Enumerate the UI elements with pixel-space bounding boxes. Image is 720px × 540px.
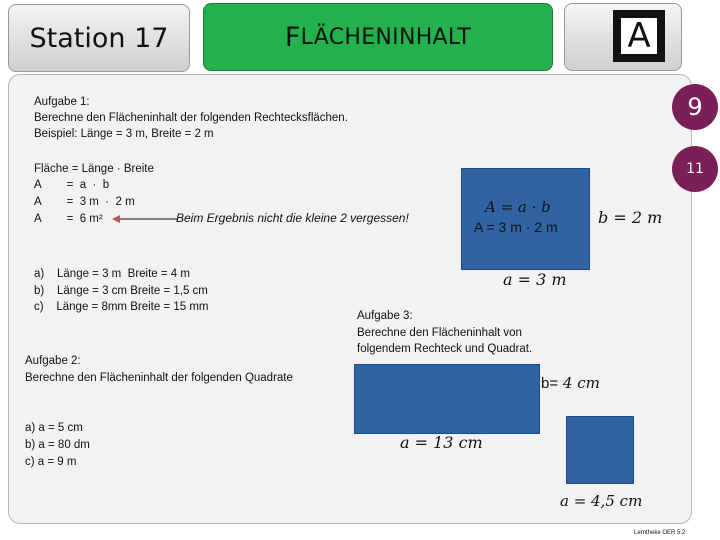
station-text: Station 17: [29, 22, 169, 54]
page-badge-number: 9: [687, 93, 703, 121]
hint-text: Beim Ergebnis nicht die kleine 2 vergessen!: [176, 211, 409, 225]
sub-badge-number: 11: [686, 161, 704, 177]
task3-instruction: folgendem Rechteck und Quadrat.: [357, 343, 533, 355]
level-letter: A: [621, 18, 657, 54]
task3-side-b-label: [541, 374, 600, 392]
title-rest: LÄCHENINHALT: [300, 24, 472, 50]
level-a-icon: [613, 10, 665, 62]
task1-instruction: Berechne den Flächeninhalt der folgenden Rechtecksflächen.: [34, 112, 348, 124]
side-b-label: b = 2 m: [598, 208, 663, 227]
title-banner: [203, 3, 553, 71]
footer-credit: Lerntheke OER 5.2: [634, 530, 686, 536]
task3-b-value: 4 cm: [558, 374, 600, 392]
calc-line: A = 6 m²: [34, 213, 103, 225]
task2-instruction: Berechne den Flächeninhalt der folgenden Quadrate: [25, 372, 293, 384]
task1-example: Beispiel: Länge = 3 m, Breite = 2 m: [34, 128, 214, 140]
calc-line: Fläche = Länge · Breite: [34, 163, 154, 175]
task3-side-a-label: a = 13 cm: [400, 433, 483, 452]
task1-item: a) Länge = 3 m Breite = 4 m: [34, 268, 190, 280]
station-label: [8, 4, 190, 72]
sub-badge: [672, 146, 718, 192]
page-badge: [672, 84, 718, 130]
formula-general: A = a · b: [485, 198, 551, 216]
task3-heading: Aufgabe 3:: [357, 310, 413, 322]
task1-item: b) Länge = 3 cm Breite = 1,5 cm: [34, 285, 208, 297]
square-side-label: a = 4,5 cm: [560, 492, 643, 510]
title-first-letter: F: [284, 21, 301, 53]
task1-heading: Aufgabe 1:: [34, 96, 90, 108]
calc-line: A = a · b: [34, 179, 110, 191]
task2-item: a) a = 5 cm: [25, 422, 83, 434]
formula-numbers: A = 3 m · 2 m: [474, 219, 558, 235]
calc-line: A = 3 m · 2 m: [34, 196, 135, 208]
task1-item: c) Länge = 8mm Breite = 15 mm: [34, 301, 209, 313]
square-task3: [566, 416, 634, 484]
task2-item: c) a = 9 m: [25, 456, 77, 468]
rectangle-task3: [354, 364, 540, 434]
task2-heading: Aufgabe 2:: [25, 355, 81, 367]
side-a-label: a = 3 m: [503, 270, 567, 289]
task2-item: b) a = 80 dm: [25, 439, 90, 451]
arrow-icon: [110, 213, 180, 225]
task3-instruction: Berechne den Flächeninhalt von: [357, 327, 522, 339]
task3-b-prefix: b=: [541, 375, 559, 392]
